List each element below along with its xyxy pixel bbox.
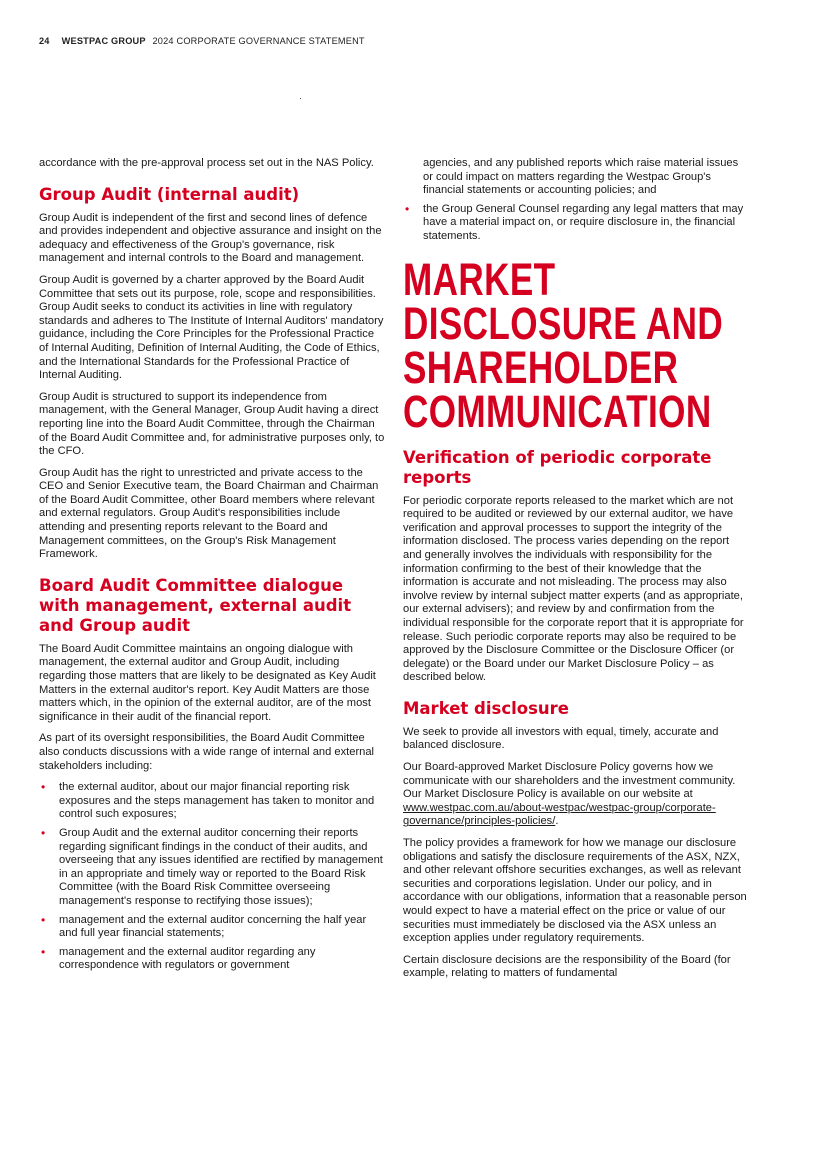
list-item-continued: agencies, and any published reports which raise material issues or could impact on matters regarding the Westpac Group's financial statements or accounting policies; and bbox=[423, 157, 739, 197]
list-item: • management and the external auditor regarding any correspondence with regulators or government bbox=[39, 946, 385, 973]
stray-dot bbox=[300, 98, 301, 99]
intro-paragraph: accordance with the pre-approval process set out in the NAS Policy. bbox=[39, 157, 374, 169]
heading-market-disclosure: Market disclosure bbox=[403, 698, 569, 718]
bac-paragraph-1: The Board Audit Committee maintains an ongoing dialogue with management, the external auditor and Group Audit, including regarding those matters that are likely to be designated as Key Audit Matters in the external auditor's report. Key Audit Matters are those matters which, in the opinion of the external auditor, are of the most significance in their audit of the financial report. bbox=[39, 642, 376, 723]
left-column bbox=[39, 157, 385, 981]
company-name: WESTPAC GROUP bbox=[61, 36, 146, 46]
stakeholder-list bbox=[39, 781, 385, 973]
list-item: • the Group General Counsel regarding any legal matters that may have a material impact on, or require disclosure in, the financial statements. bbox=[403, 203, 750, 244]
right-column bbox=[403, 157, 750, 989]
policy-text-end: . bbox=[555, 815, 559, 828]
heading-verification: Verification of periodic corporate reports bbox=[403, 447, 712, 487]
policy-text: Our Board-approved Market Disclosure Policy governs how we communicate with our shareholders and the investment community. Our Market Disclosure Policy is available on our website at bbox=[403, 761, 736, 801]
section-title-line: COMMUNICATION bbox=[403, 385, 712, 437]
verification-paragraph: For periodic corporate reports released to the market which are not required to be audited or reviewed by our external auditor, we have verification and approval processes to support the integrity of the information disclosed. The process varies depending on the report and generally involves the individuals with responsibility for the information confirming to the best of their knowledge that the information is accurate and not misleading. The process may also involve review by internal subject matter experts (and as appropriate, our external advisers); and review by and confirmation from the individual responsible for the corporate report that it is appropriate for release. Such periodic corporate reports may also be required to be approved by the Disclosure Committee or the Disclosure Officer (or delegate) or the Board under our Market Disclosure Policy – as described below. bbox=[403, 494, 744, 684]
market-disclosure-paragraph-2 bbox=[403, 761, 750, 829]
list-item: • management and the external auditor concerning the half year and full year financial statements; bbox=[39, 914, 385, 941]
policy-link[interactable]: www.westpac.com.au/about-westpac/westpac-group/corporate-governance/principles-policies/ bbox=[403, 801, 716, 828]
section-title-line: DISCLOSURE AND bbox=[403, 297, 724, 349]
list-item: • Group Audit and the external auditor concerning their reports regarding significant findings in the conduct of their audits, and overseeing that any issues identified are rectified by management in an appropriate and timely way or reported to the Board Risk Committee (with the Board Risk Committee overseeing management's response to rectifying those issues); bbox=[39, 827, 385, 909]
document-title: 2024 CORPORATE GOVERNANCE STATEMENT bbox=[152, 36, 365, 46]
list-item: • the external auditor, about our major financial reporting risk exposures and the steps management has taken to monitor and control such exposures; bbox=[39, 781, 385, 822]
page-number: 24 bbox=[39, 36, 50, 46]
group-audit-paragraph-1: Group Audit is independent of the first and second lines of defence and provides independent and objective assurance and insight on the adequacy and effectiveness of the Group's governance, risk management and internal controls to the Board and management. bbox=[39, 211, 382, 265]
group-audit-paragraph-2: Group Audit is governed by a charter approved by the Board Audit Committee that sets out its purpose, role, scope and responsibilities. Group Audit seeks to conduct its activities in line with regulatory standards and adheres to The Institute of Internal Auditors' mandatory guidance, including the Core Principles for the Professional Practice of Internal Auditing, Definition of Internal Auditing, the Code of Ethics, and the International Standards for the Professional Practice of Internal Auditing. bbox=[39, 273, 384, 382]
market-disclosure-paragraph-4: Certain disclosure decisions are the responsibility of the Board (for example, relating to matters of fundamental bbox=[403, 953, 731, 980]
heading-board-audit-committee: Board Audit Committee dialogue with management, external audit and Group audit bbox=[39, 575, 352, 635]
section-title-line: MARKET bbox=[403, 253, 556, 305]
heading-group-audit: Group Audit (internal audit) bbox=[39, 184, 300, 204]
group-audit-paragraph-3: Group Audit is structured to support its independence from management, with the General Manager, Group Audit having a direct reporting line into the Board Audit Committee, through the Chairman of the Board Audit Committee and, for administrative purposes only, to the CFO. bbox=[39, 390, 385, 458]
market-disclosure-paragraph-1: We seek to provide all investors with equal, timely, accurate and balanced disclosure. bbox=[403, 725, 719, 752]
bac-paragraph-2: As part of its oversight responsibilities, the Board Audit Committee also conducts discussions with a wide range of internal and external stakeholders including: bbox=[39, 732, 375, 772]
page-header bbox=[39, 36, 365, 46]
bullet-continuation bbox=[403, 157, 750, 198]
section-title bbox=[403, 253, 731, 437]
stakeholder-list-end bbox=[403, 203, 750, 244]
section-title-line: SHAREHOLDER bbox=[403, 341, 679, 393]
market-disclosure-paragraph-3: The policy provides a framework for how we manage our disclosure obligations and satisfy the disclosure requirements of the ASX, NZX, and other relevant offshore securities exchanges, as well as relevant securities and corporations legislation. Under our policy, and in accordance with our obligations, information that a reasonable person would expect to have a material effect on the price or value of our securities must immediately be disclosed via the ASX unless an exception applies under regulatory requirements. bbox=[403, 837, 747, 945]
group-audit-paragraph-4: Group Audit has the right to unrestricted and private access to the CEO and Senior Executive team, the Board Chairman and Chairman of the Board Audit Committee, other Board members where relevant and external regulators. Group Audit's responsibilities include attending and presenting reports relevant to the Board and Management committees, on the Group's Risk Management Framework. bbox=[39, 466, 379, 561]
